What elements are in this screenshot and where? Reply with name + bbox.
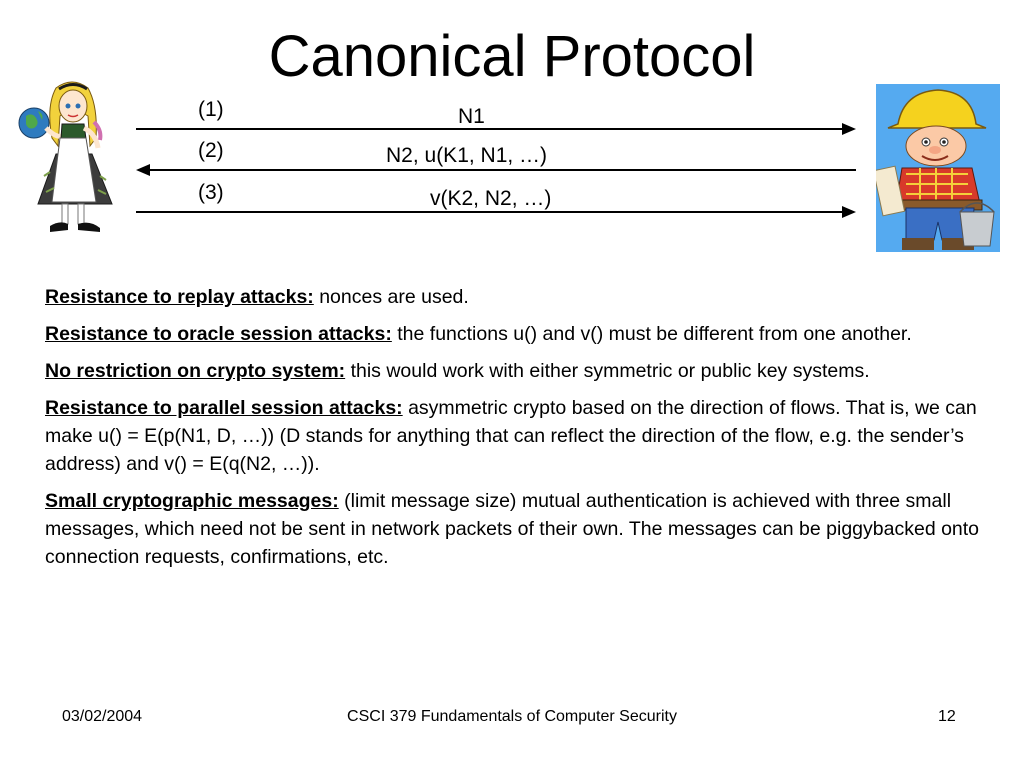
bullet-heading: Resistance to replay attacks: [45,286,314,308]
footer-page-number: 12 [938,708,956,725]
message-2: N2, u(K1, N1, …) [386,144,548,167]
arrow-2-left [136,161,856,179]
bullet-heading: Resistance to oracle session attacks: [45,323,392,345]
bullet-replay-resistance [45,283,985,311]
protocol-diagram [0,0,1024,260]
slide-title: Canonical Protocol [268,24,756,89]
message-1: N1 [458,105,485,128]
arrow-1-right [136,120,856,138]
bullet-heading: Small cryptographic messages: [45,490,339,512]
bullet-heading: Resistance to parallel session attacks: [45,397,403,419]
bullet-heading: No restriction on crypto system: [45,360,346,382]
bullet-text: (limit message size) mutual authentication is achieved with three small messages, which need not be sent in network packets of their own. The messages can be piggybacked onto connection requests, confirmations, etc. [45,490,980,568]
message-3: v(K2, N2, …) [430,187,552,210]
bullet-text: nonces are used. [313,286,469,308]
bullet-text: this would work with either symmetric or public key systems. [345,360,870,382]
bullet-oracle-resistance [45,320,985,348]
bullet-crypto-system [45,357,985,385]
bullet-text: asymmetric crypto based on the direction of flows. That is, we can make u() = E(p(N1, D, …)) (D stands for anything that can reflect the direction of the flow, e.g. the sender’s address) and v() = E(q(N2, …)). [45,397,977,475]
bob-illustration [876,84,1000,252]
footer-course: CSCI 379 Fundamentals of Computer Security [347,708,677,725]
bullet-parallel-resistance [45,394,985,478]
property-list [45,283,985,580]
bullet-text: the functions u() and v() must be different from one another. [391,323,912,345]
bullet-small-messages [45,487,985,571]
arrow-3-right [136,203,856,221]
step-label-1: (1) [198,98,224,121]
step-label-2: (2) [198,139,224,162]
alice-illustration [16,76,122,238]
step-label-3: (3) [198,181,224,204]
footer-date: 03/02/2004 [62,708,143,725]
